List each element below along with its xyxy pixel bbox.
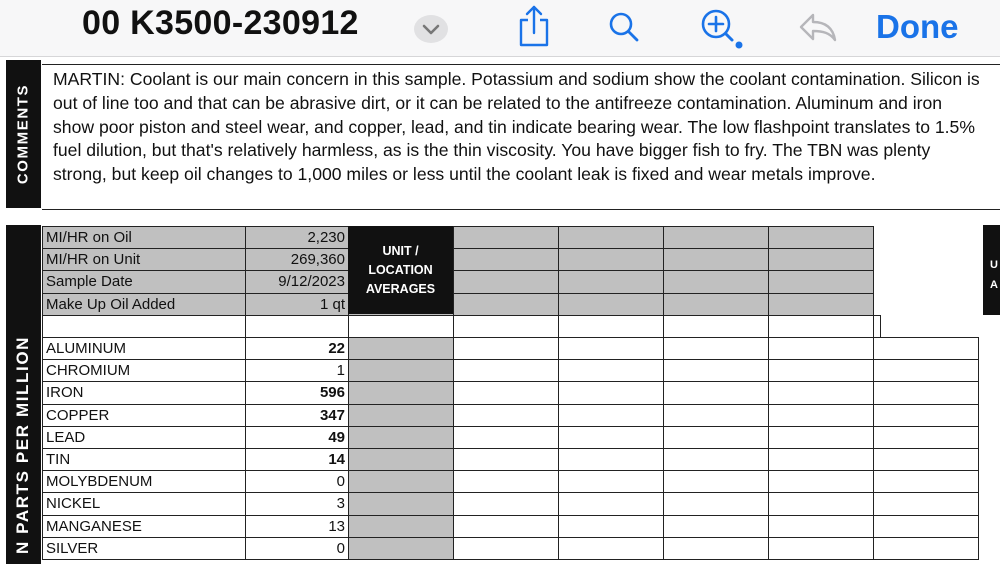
share-icon[interactable] <box>516 4 552 53</box>
right-header-char: U <box>990 259 998 271</box>
row-label: MI/HR on Unit <box>43 249 246 271</box>
table-row <box>43 227 881 249</box>
row-value: 9/12/2023 <box>246 271 349 293</box>
blank-cell <box>454 271 559 293</box>
table-row <box>43 448 979 470</box>
average-cell <box>349 338 454 360</box>
blank-cell <box>664 537 769 559</box>
blank-cell <box>664 471 769 493</box>
table-row <box>43 382 979 404</box>
blank-cell <box>454 315 559 337</box>
average-cell <box>349 471 454 493</box>
averages-header-line3: AVERAGES <box>365 282 436 296</box>
blank-cell <box>454 360 559 382</box>
blank-cell <box>664 404 769 426</box>
spacer-row <box>43 315 881 337</box>
blank-cell <box>874 360 979 382</box>
row-value: 1 qt <box>246 293 349 315</box>
blank-cell <box>559 227 664 249</box>
blank-cell <box>246 315 349 337</box>
table-row <box>43 271 881 293</box>
blank-cell <box>664 227 769 249</box>
element-value: 49 <box>246 426 349 448</box>
table-row <box>43 471 979 493</box>
blank-cell <box>43 315 246 337</box>
blank-cell <box>664 448 769 470</box>
average-cell <box>349 515 454 537</box>
element-label: LEAD <box>43 426 246 448</box>
element-value: 22 <box>246 338 349 360</box>
blank-cell <box>769 315 874 337</box>
comments-section-label <box>6 60 41 208</box>
ppm-label-text: N PARTS PER MILLION <box>13 335 32 555</box>
blank-cell <box>559 315 664 337</box>
blank-cell <box>454 227 559 249</box>
blank-cell <box>559 448 664 470</box>
search-icon[interactable] <box>608 11 642 50</box>
comments-text: MARTIN: Coolant is our main concern in this sample. Potassium and sodium show the coolant contamination. Silicon is out of line too and that can be abrasive dirt, or it can be related to the antifreeze contamination. Aluminum and iron show poor piston and steel wear, and copper, lead, and tin indicate bearing wear. The low flashpoint translates to 1.5% fuel dilution, but that's relatively harmless, as is the thin viscosity. You have bigger fish to fry. The TBN was plenty strong, but keep oil changes to 1,000 miles or less until the coolant leak is fixed and wear metals improve. <box>53 69 980 185</box>
blank-cell <box>874 537 979 559</box>
table-row <box>43 249 881 271</box>
blank-cell <box>664 515 769 537</box>
blank-cell <box>454 537 559 559</box>
element-value: 0 <box>246 471 349 493</box>
blank-cell <box>874 471 979 493</box>
ppm-section-label <box>6 225 41 564</box>
average-cell <box>349 360 454 382</box>
blank-cell <box>454 293 559 315</box>
element-label: TIN <box>43 448 246 470</box>
blank-cell <box>559 249 664 271</box>
blank-cell <box>874 493 979 515</box>
element-label: MOLYBDENUM <box>43 471 246 493</box>
blank-cell <box>769 293 874 315</box>
blank-cell <box>559 493 664 515</box>
blank-cell <box>769 471 874 493</box>
table-row <box>43 404 979 426</box>
average-cell <box>349 537 454 559</box>
blank-cell <box>349 315 454 337</box>
blank-cell <box>454 515 559 537</box>
element-label: ALUMINUM <box>43 338 246 360</box>
average-cell <box>349 448 454 470</box>
element-value: 0 <box>246 537 349 559</box>
element-label: NICKEL <box>43 493 246 515</box>
blank-cell <box>664 426 769 448</box>
averages-header <box>348 226 453 314</box>
blank-cell <box>769 426 874 448</box>
blank-cell <box>454 382 559 404</box>
blank-cell <box>769 249 874 271</box>
blank-cell <box>874 315 881 337</box>
zoom-in-icon[interactable] <box>698 6 746 57</box>
blank-cell <box>874 338 979 360</box>
table-row <box>43 426 979 448</box>
element-label: MANGANESE <box>43 515 246 537</box>
table-row <box>43 493 979 515</box>
oil-analysis-table <box>42 226 881 338</box>
blank-cell <box>769 537 874 559</box>
row-label: MI/HR on Oil <box>43 227 246 249</box>
blank-cell <box>559 537 664 559</box>
blank-cell <box>664 293 769 315</box>
blank-cell <box>874 448 979 470</box>
element-value: 347 <box>246 404 349 426</box>
blank-cell <box>874 515 979 537</box>
blank-cell <box>874 404 979 426</box>
table-row <box>43 338 979 360</box>
blank-cell <box>664 271 769 293</box>
element-label: CHROMIUM <box>43 360 246 382</box>
element-label: COPPER <box>43 404 246 426</box>
blank-cell <box>769 515 874 537</box>
blank-cell <box>874 382 979 404</box>
blank-cell <box>559 515 664 537</box>
chevron-down-icon[interactable] <box>413 14 449 49</box>
blank-cell <box>769 493 874 515</box>
blank-cell <box>559 426 664 448</box>
blank-cell <box>559 338 664 360</box>
blank-cell <box>454 493 559 515</box>
average-cell <box>349 404 454 426</box>
row-label: Sample Date <box>43 271 246 293</box>
done-button[interactable]: Done <box>876 8 959 45</box>
average-cell <box>349 426 454 448</box>
blank-cell <box>769 382 874 404</box>
table-row <box>43 293 881 315</box>
element-label: SILVER <box>43 537 246 559</box>
averages-header-line2: LOCATION <box>368 263 433 277</box>
right-averages-header-partial <box>983 225 1000 315</box>
blank-cell <box>769 448 874 470</box>
row-label: Make Up Oil Added <box>43 293 246 315</box>
top-toolbar <box>0 0 1000 57</box>
element-value: 14 <box>246 448 349 470</box>
blank-cell <box>664 338 769 360</box>
blank-cell <box>559 471 664 493</box>
table-row <box>43 537 979 559</box>
row-value: 269,360 <box>246 249 349 271</box>
element-value: 596 <box>246 382 349 404</box>
right-header-char: A <box>990 279 998 291</box>
comments-label-text: COMMENTS <box>14 83 32 185</box>
row-value: 2,230 <box>246 227 349 249</box>
blank-cell <box>769 338 874 360</box>
blank-cell <box>664 315 769 337</box>
element-label: IRON <box>43 382 246 404</box>
blank-cell <box>559 360 664 382</box>
blank-cell <box>454 338 559 360</box>
reply-icon[interactable] <box>797 9 839 50</box>
table-row <box>43 515 979 537</box>
blank-cell <box>559 271 664 293</box>
table-row <box>43 360 979 382</box>
element-value: 1 <box>246 360 349 382</box>
blank-cell <box>559 382 664 404</box>
blank-cell <box>559 293 664 315</box>
blank-cell <box>559 404 664 426</box>
average-cell <box>349 382 454 404</box>
averages-header-line1: UNIT / <box>382 244 419 258</box>
blank-cell <box>769 360 874 382</box>
blank-cell <box>769 404 874 426</box>
blank-cell <box>874 426 979 448</box>
blank-cell <box>454 404 559 426</box>
document-title[interactable]: 00 K3500-230912 <box>82 4 359 42</box>
blank-cell <box>454 249 559 271</box>
blank-cell <box>664 249 769 271</box>
elements-table <box>42 337 979 560</box>
blank-cell <box>664 493 769 515</box>
blank-cell <box>769 227 874 249</box>
blank-cell <box>664 360 769 382</box>
blank-cell <box>664 382 769 404</box>
element-value: 13 <box>246 515 349 537</box>
blank-cell <box>769 271 874 293</box>
blank-cell <box>454 471 559 493</box>
blank-cell <box>454 448 559 470</box>
average-cell <box>349 493 454 515</box>
blank-cell <box>454 426 559 448</box>
element-value: 3 <box>246 493 349 515</box>
